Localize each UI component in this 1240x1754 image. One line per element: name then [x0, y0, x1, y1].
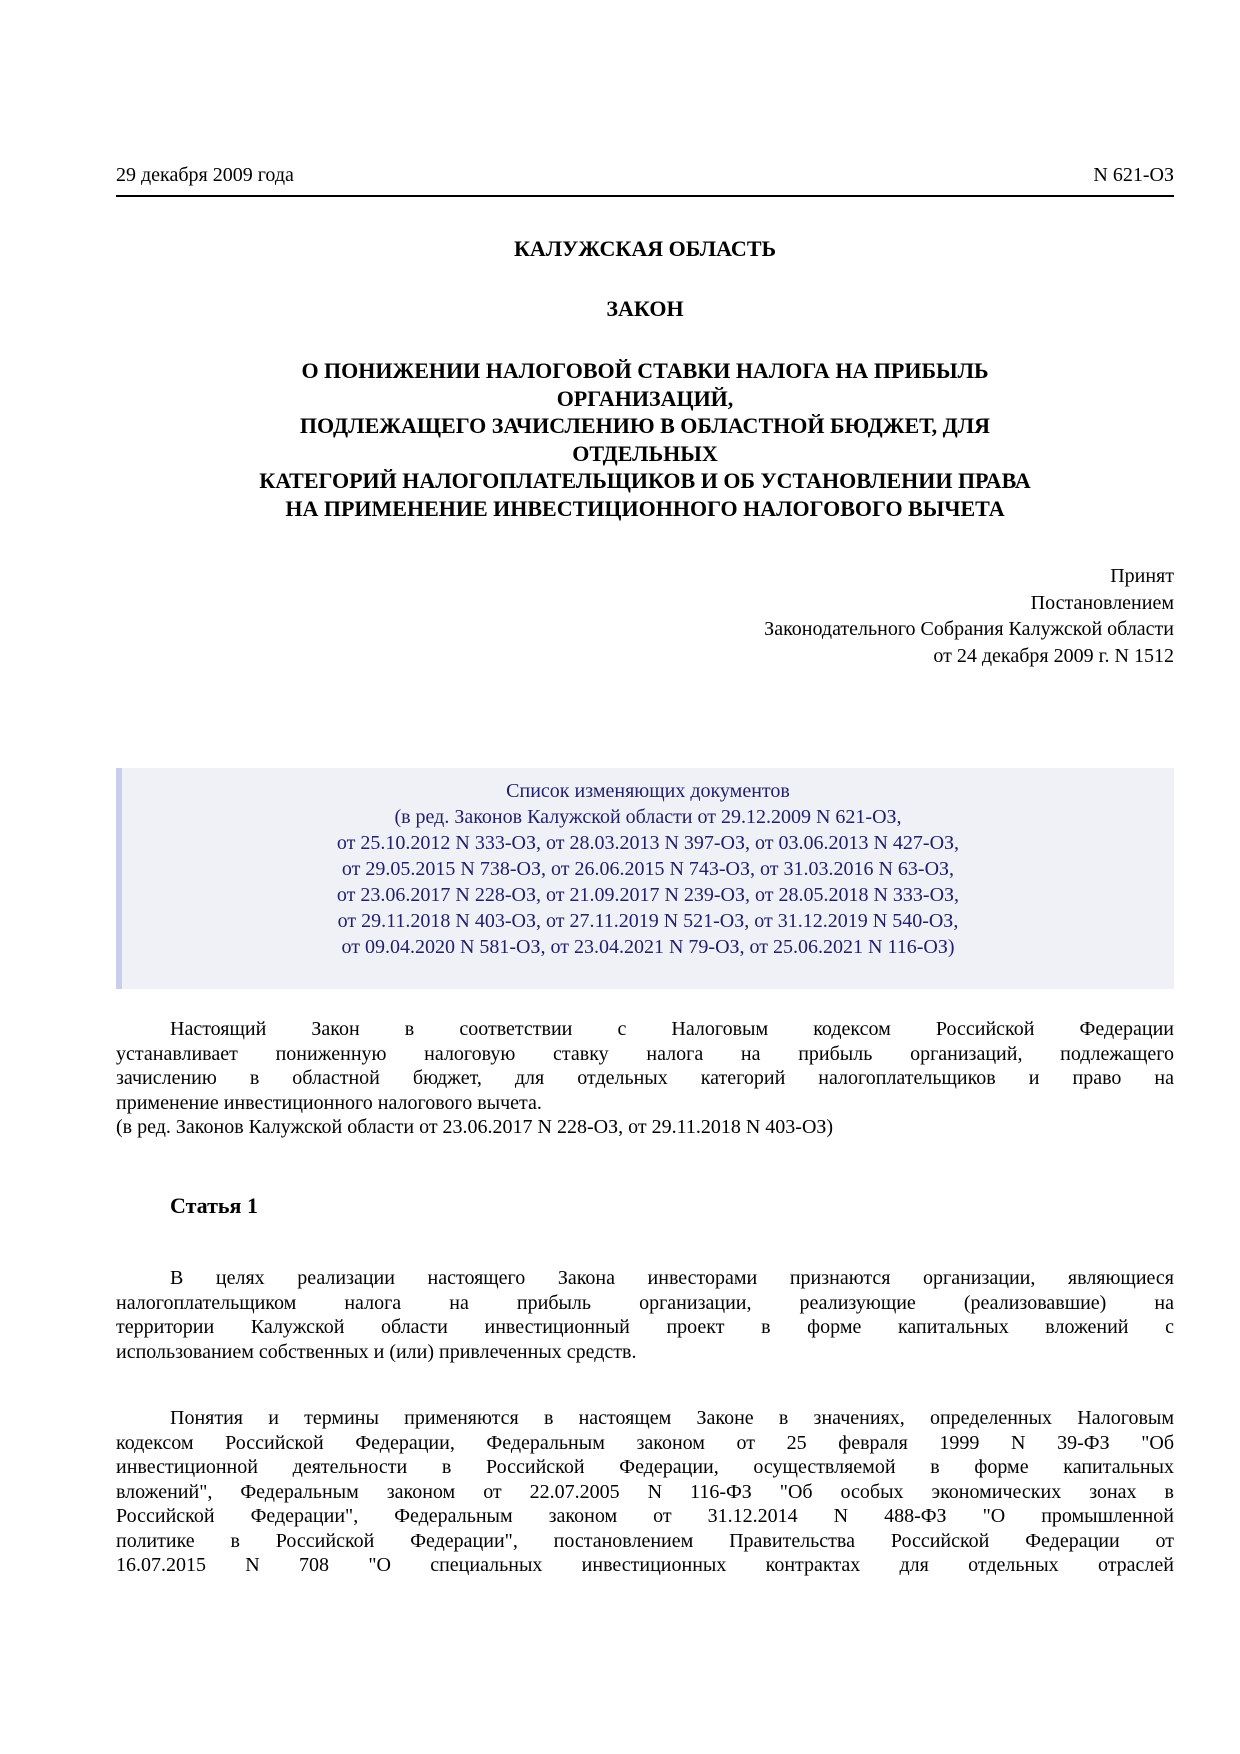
adoption-line: Законодательного Собрания Калужской области: [764, 618, 1174, 640]
preamble-amendment-note: (в ред. Законов Калужской области от 23.06.2017 N 228-ОЗ, от 29.11.2018 N 403-ОЗ): [116, 1116, 834, 1138]
title-line: ПОДЛЕЖАЩЕГО ЗАЧИСЛЕНИЮ В ОБЛАСТНОЙ БЮДЖЕТ, ДЛЯ: [299, 413, 991, 438]
article-1-paragraph-1: [116, 1266, 1174, 1364]
paragraph-line: инвестиционной деятельности в Российской Федерации, осуществляемой в форме капитальных: [116, 1456, 1174, 1478]
law-date: 29 декабря 2009 года: [116, 164, 294, 186]
amending-documents-heading: Список изменяющих документов: [506, 780, 790, 802]
article-1-heading: Статья 1: [170, 1193, 258, 1218]
title-line: КАТЕГОРИЙ НАЛОГОПЛАТЕЛЬЩИКОВ И ОБ УСТАНОВЛЕНИИ ПРАВА: [259, 468, 1031, 493]
region-heading: КАЛУЖСКАЯ ОБЛАСТЬ: [513, 236, 777, 261]
amending-line: от 09.04.2020 N 581-ОЗ, от 23.04.2021 N 79-ОЗ, от 25.06.2021 N 116-ОЗ): [341, 936, 955, 958]
paragraph-line: политике в Российской Федерации", постановлением Правительства Российской Федерации от: [116, 1529, 1174, 1552]
amending-line: (в ред. Законов Калужской области от 29.12.2009 N 621-ОЗ,: [394, 806, 902, 828]
title-line: ОТДЕЛЬНЫХ: [572, 440, 718, 466]
preamble-paragraph: [116, 1017, 1174, 1140]
paragraph-line: вложений", Федеральным законом от 22.07.2005 N 116-ФЗ "Об особых экономических зонах в: [116, 1480, 1174, 1503]
adoption-line: Постановлением: [1030, 591, 1174, 614]
amending-line: от 29.11.2018 N 403-ОЗ, от 27.11.2019 N 521-ОЗ, от 31.12.2019 N 540-ОЗ,: [337, 910, 959, 932]
law-number: N 621-ОЗ: [1093, 164, 1174, 186]
paragraph-line: Настоящий Закон в соответствии с Налоговым кодексом Российской Федерации: [170, 1018, 1174, 1040]
adoption-info: [764, 563, 1174, 669]
paragraph-line: территории Калужской области инвестиционный проект в форме капитальных вложений с: [116, 1316, 1174, 1338]
amending-documents-box: [116, 768, 1174, 989]
paragraph-line: Российской Федерации", Федеральным законом от 31.12.2014 N 488-ФЗ "О промышленной: [116, 1505, 1174, 1527]
paragraph-line: устанавливает пониженную налоговую ставку налога на прибыль организаций, подлежащего: [116, 1042, 1174, 1065]
paragraph-line: В целях реализации настоящего Закона инвесторами признаются организации, являющиеся: [170, 1267, 1174, 1289]
paragraph-line: использованием собственных и (или) привлеченных средств.: [116, 1340, 637, 1363]
article-1-paragraph-2: [116, 1406, 1174, 1578]
doc-type-heading: ЗАКОН: [606, 296, 684, 321]
paragraph-line: налогоплательщиком налога на прибыль организации, реализующие (реализовавшие) на: [116, 1291, 1174, 1314]
paragraph-line: 16.07.2015 N 708 "О специальных инвестиционных контрактах для отдельных отраслей: [116, 1554, 1174, 1576]
title-line: НА ПРИМЕНЕНИЕ ИНВЕСТИЦИОННОГО НАЛОГОВОГО ВЫЧЕТА: [285, 495, 1005, 521]
amending-line: от 29.05.2015 N 738-ОЗ, от 26.06.2015 N 743-ОЗ, от 31.03.2016 N 63-ОЗ,: [341, 858, 955, 880]
paragraph-line: кодексом Российской Федерации, Федеральным законом от 25 февраля 1999 N 39-ФЗ "Об: [116, 1431, 1174, 1454]
paragraph-line: Понятия и термины применяются в настоящем Законе в значениях, определенных Налоговым: [170, 1407, 1174, 1429]
law-title: [146, 357, 1144, 522]
paragraph-line: применение инвестиционного налогового вычета.: [116, 1091, 542, 1114]
adoption-line: от 24 декабря 2009 г. N 1512: [933, 644, 1174, 667]
amending-line: от 23.06.2017 N 228-ОЗ, от 21.09.2017 N 239-ОЗ, от 28.05.2018 N 333-ОЗ,: [336, 884, 960, 906]
paragraph-line: зачислению в областной бюджет, для отдельных категорий налогоплательщиков и право на: [116, 1067, 1174, 1089]
title-line: О ПОНИЖЕНИИ НАЛОГОВОЙ СТАВКИ НАЛОГА НА ПРИБЫЛЬ: [301, 358, 989, 383]
title-line: ОРГАНИЗАЦИЙ,: [556, 385, 734, 411]
adoption-line: Принят: [1110, 565, 1174, 587]
amending-line: от 25.10.2012 N 333-ОЗ, от 28.03.2013 N 397-ОЗ, от 03.06.2013 N 427-ОЗ,: [336, 832, 960, 854]
header-divider: [116, 195, 1174, 197]
